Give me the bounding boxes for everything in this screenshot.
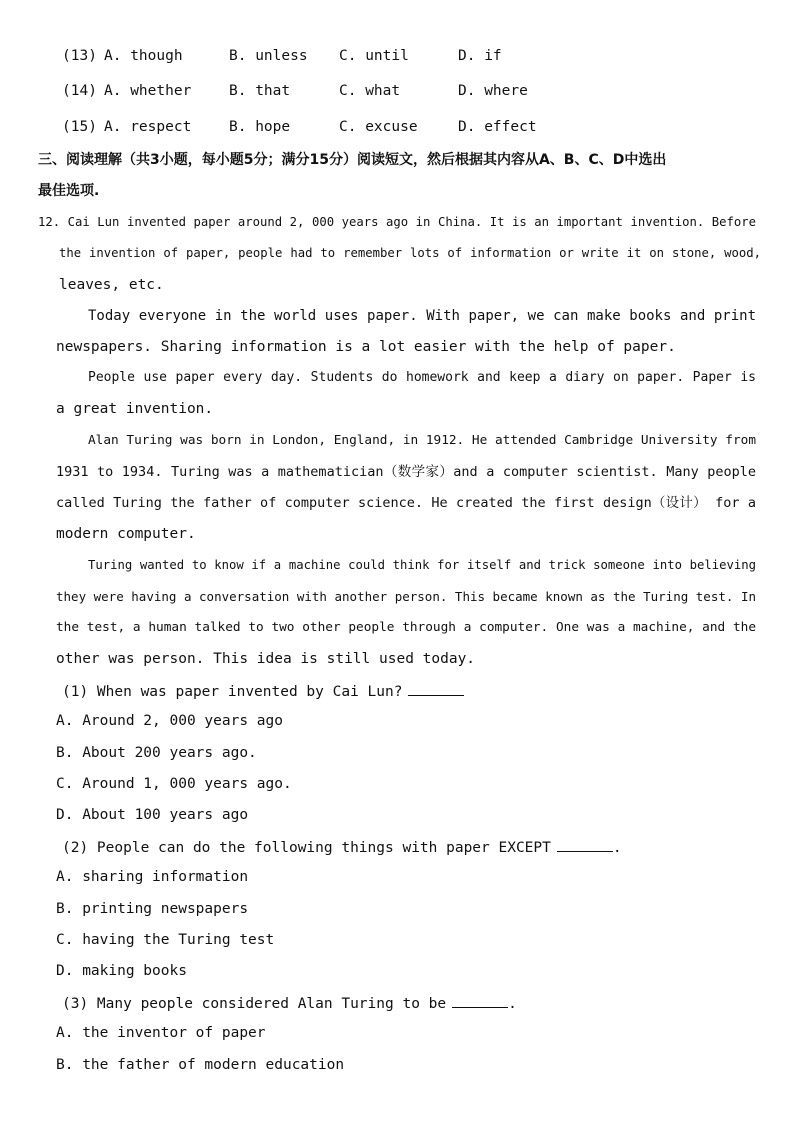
passage-line: People use paper every day. Students do homework and keep a diary on paper. Paper is: [88, 370, 756, 385]
q2-option-b: B. printing newspapers: [56, 901, 249, 917]
passage-line: 12. Cai Lun invented paper around 2, 000 years ago in China. It is an important invention. Before: [38, 215, 756, 229]
answer-blank: [452, 993, 508, 1008]
q3-option-b: B. the father of modern education: [56, 1057, 345, 1073]
passage-line: a great invention.: [56, 401, 214, 417]
passage-line: Turing wanted to know if a machine could think for itself and trick someone into believing: [88, 558, 756, 572]
passage-line: newspapers. Sharing information is a lot easier with the help of paper.: [56, 339, 676, 355]
q3-option-a: A. the inventor of paper: [56, 1025, 266, 1041]
passage-line: called Turing the father of computer science. He created the first design（设计） for a: [56, 495, 756, 511]
passage-line: they were having a conversation with another person. This became known as the Turing test. In: [56, 589, 756, 604]
question-number: (13): [62, 48, 97, 64]
question-1: [62, 681, 464, 701]
question-3: [62, 993, 517, 1013]
question-end: .: [508, 996, 517, 1012]
option-b: B. hope: [229, 119, 291, 135]
option-a: A. respect: [104, 119, 192, 135]
question-stem: (3) Many people considered Alan Turing to be: [62, 996, 447, 1012]
q1-option-d: D. About 100 years ago: [56, 807, 249, 823]
question-number: (15): [62, 119, 97, 135]
option-d: D. where: [458, 83, 528, 99]
q1-option-c: C. Around 1, 000 years ago.: [56, 776, 292, 792]
option-d: D. effect: [458, 119, 537, 135]
q2-option-c: C. having the Turing test: [56, 932, 275, 948]
answer-blank: [557, 837, 613, 852]
q1-option-a: A. Around 2, 000 years ago: [56, 713, 283, 729]
question-2: [62, 837, 622, 857]
answer-blank: [408, 681, 464, 696]
q2-option-d: D. making books: [56, 963, 187, 979]
option-c: C. excuse: [339, 119, 418, 135]
passage-line: 1931 to 1934. Turing was a mathematician（数学家）and a computer scientist. Many people: [56, 464, 756, 480]
passage-line: the test, a human talked to two other people through a computer. One was a machine, and the: [56, 620, 756, 635]
option-a: A. though: [104, 48, 183, 64]
option-a: A. whether: [104, 83, 192, 99]
section-heading: 三、阅读理解（共3小题，每小题5分；满分15分）阅读短文，然后根据其内容从A、B、C、D中选出: [38, 152, 667, 168]
q1-option-b: B. About 200 years ago.: [56, 745, 257, 761]
question-number: (14): [62, 83, 97, 99]
passage-line: leaves, etc.: [59, 277, 164, 293]
question-stem: (1) When was paper invented by Cai Lun?: [62, 684, 403, 700]
section-heading-cont: 最佳选项.: [38, 183, 100, 199]
option-d: D. if: [458, 48, 502, 64]
question-stem: (2) People can do the following things with paper EXCEPT: [62, 840, 551, 856]
q2-option-a: A. sharing information: [56, 869, 249, 885]
option-c: C. until: [339, 48, 409, 64]
question-end: .: [612, 840, 622, 856]
passage-line: Today everyone in the world uses paper. With paper, we can make books and print: [88, 308, 756, 324]
option-b: B. unless: [229, 48, 308, 64]
option-b: B. that: [229, 83, 291, 99]
passage-line: Alan Turing was born in London, England, in 1912. He attended Cambridge University from: [88, 433, 756, 448]
passage-line: modern computer.: [56, 526, 196, 542]
passage-line: other was person. This idea is still used today.: [56, 651, 476, 667]
passage-line: the invention of paper, people had to remember lots of information or write it on stone, wood,: [59, 246, 761, 260]
option-c: C. what: [339, 83, 401, 99]
